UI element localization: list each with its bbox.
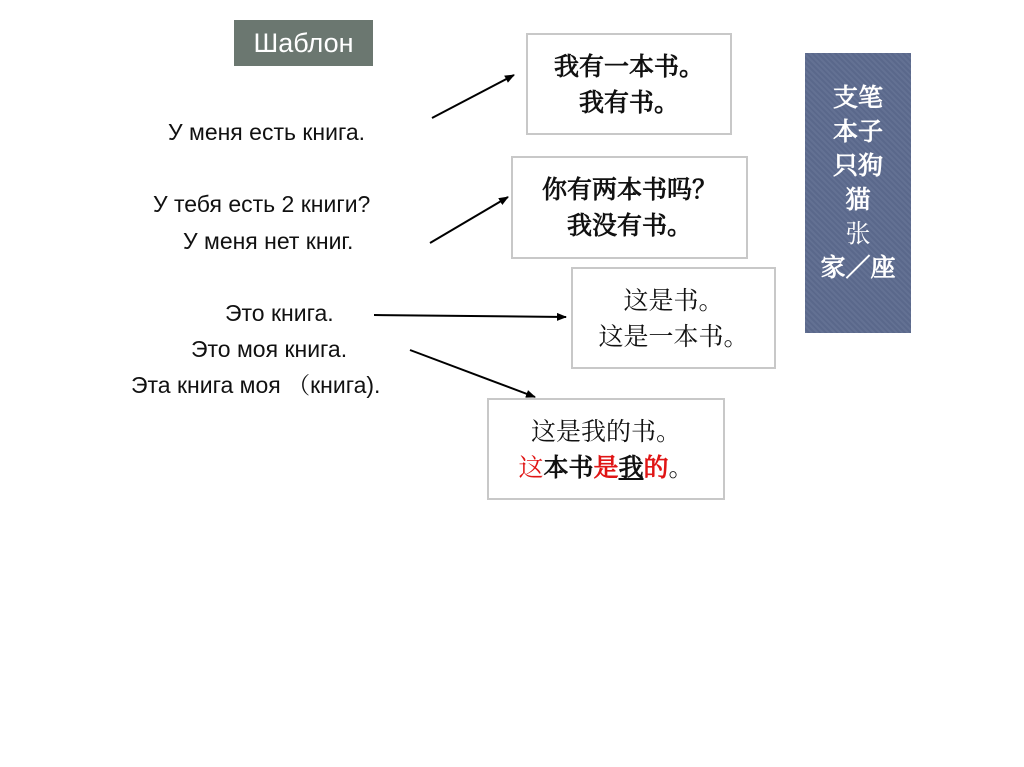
text-period: 。 — [668, 453, 694, 482]
measure-word-1: 支笔 — [832, 83, 883, 112]
text-benshu: 本书 — [543, 453, 594, 482]
arrow-2 — [430, 197, 508, 243]
measure-word-2: 本子 — [832, 117, 883, 146]
measure-words-panel — [805, 53, 911, 333]
chinese-box-2-line-1: 你有两本书吗？ — [541, 175, 717, 204]
arrow-3 — [374, 315, 566, 317]
chinese-box-4-line-2 — [489, 450, 723, 486]
measure-word-3: 只狗 — [832, 151, 883, 180]
chinese-box-2-line-2: 我没有书。 — [566, 211, 692, 240]
chinese-box-4-line-1: 这是我的书。 — [530, 417, 681, 446]
russian-sentence-6: Эта книга моя （книга). — [131, 372, 381, 398]
chinese-box-3 — [571, 267, 776, 369]
chinese-box-1-line-1: 我有一本书。 — [553, 52, 704, 81]
chinese-box-3-line-1: 这是书。 — [623, 286, 724, 315]
measure-word-5: 张 — [845, 219, 871, 248]
arrow-1 — [432, 75, 514, 118]
russian-sentence-1: У меня есть книга. — [168, 119, 366, 145]
measure-word-6: 家／座 — [820, 253, 896, 282]
russian-sentence-2: У тебя есть 2 книги? — [153, 191, 371, 217]
underlined-wo: 我 — [618, 453, 644, 482]
highlight-de: 的 — [643, 453, 669, 482]
highlight-shi: 是 — [593, 453, 619, 482]
chinese-box-4 — [487, 398, 725, 500]
russian-sentence-5: Это моя книга. — [191, 336, 348, 362]
chinese-box-1-line-2: 我有书。 — [578, 88, 679, 117]
russian-sentence-4: Это книга. — [225, 300, 334, 326]
highlight-zhe: 这 — [518, 453, 544, 482]
russian-sentence-3: У меня нет книг. — [183, 228, 354, 254]
measure-word-4: 猫 — [845, 185, 871, 214]
slide-title: Шаблон — [234, 20, 373, 66]
chinese-box-2 — [511, 156, 748, 259]
arrow-4 — [410, 350, 535, 397]
chinese-box-3-line-2: 这是一本书。 — [598, 322, 749, 351]
chinese-box-1 — [526, 33, 732, 135]
